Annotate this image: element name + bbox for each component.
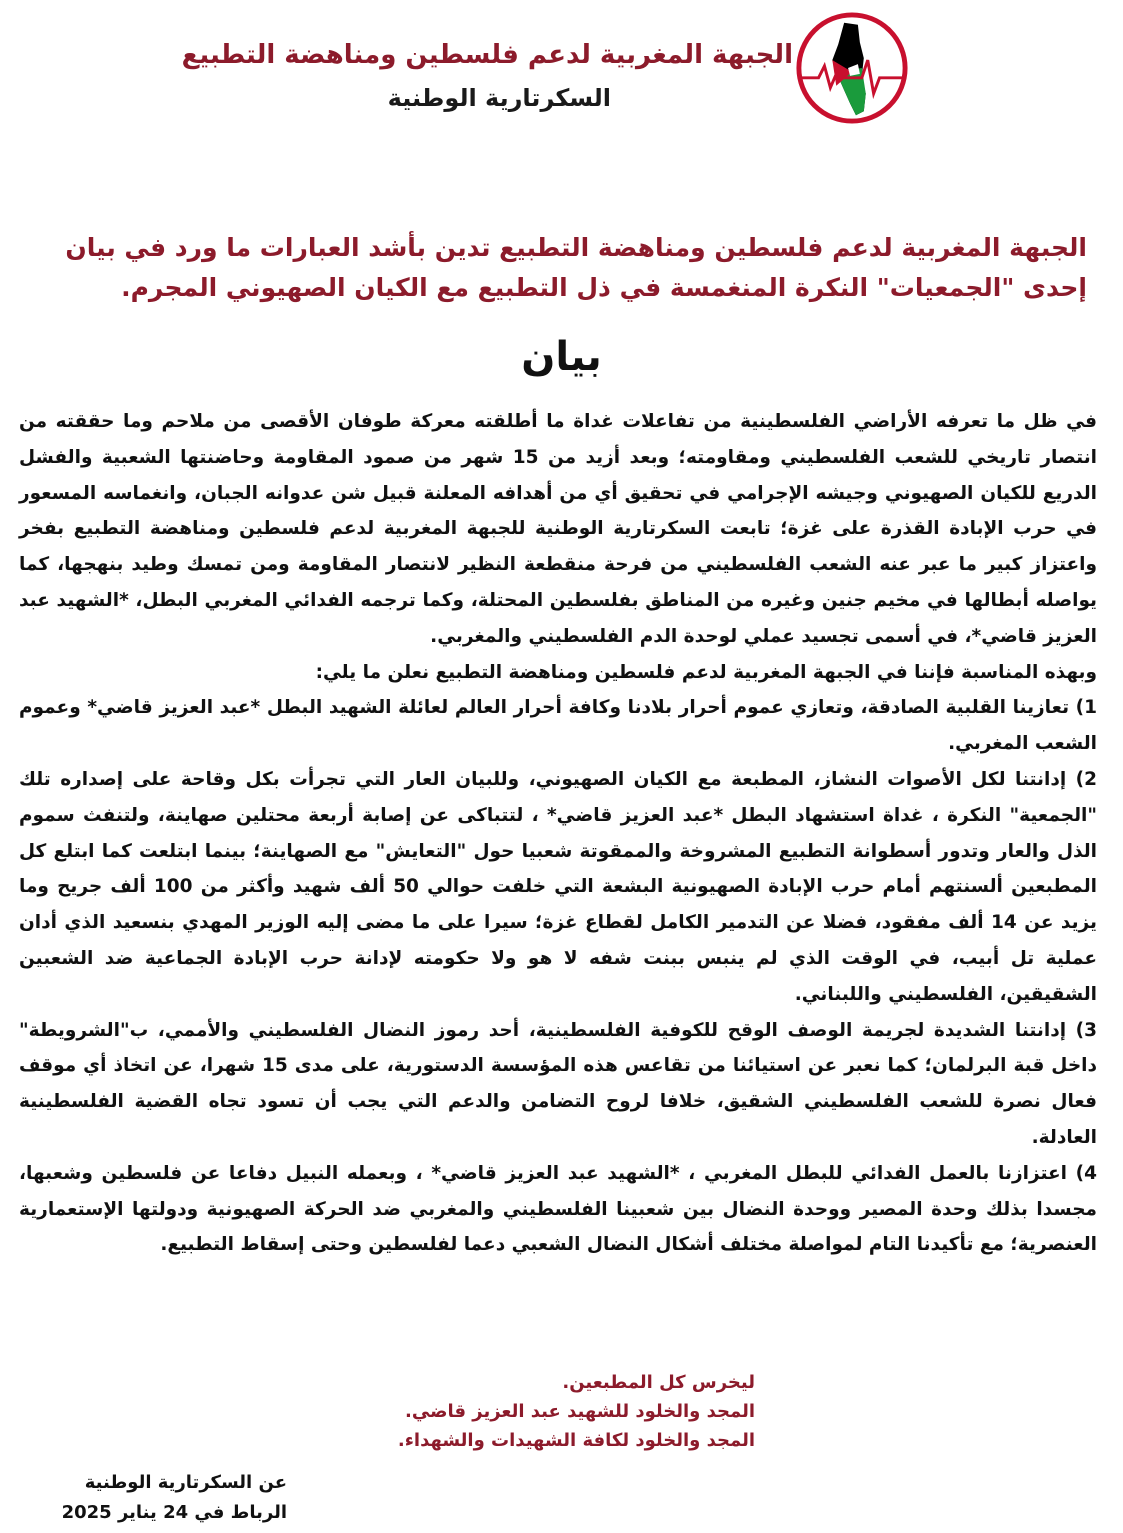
headline-line-1: الجبهة المغربية لدعم فلسطين ومناهضة التطبيع تدين بأشد العبارات ما ورد في بيان [65, 233, 1087, 262]
point-1-paragraph: 1) تعازينا القلبية الصادقة، وتعازي عموم أحرار بلادنا وكافة أحرار العالم لعائلة الشهيد البطل *عبد العزيز قاضي* وعموم الشعب المغربي. [19, 697, 1097, 755]
headline-line-2: إحدى "الجمعيات" النكرة المنغمسة في ذل التطبيع مع الكيان الصهيوني المجرم. [121, 273, 1087, 302]
intro-paragraph: في ظل ما تعرفه الأراضي الفلسطينية من تفاعلات غداة ما أطلقته معركة طوفان الأقصى من ملاحم وما حققته من انتصار تاريخي للشعب الفلسطيني ومقاومته؛ وبعد أزيد من 15 شهر من صمود المقاومة وحاضنتها الشعبية والفشل الدريع للكيان الصهيوني وجيشه الإجرامي في تحقيق أي من أهدافه المعلنة قبيل شن عدوانه الجبان، وانغماسه المسعور في حرب الإبادة القذرة على غزة؛ تابعت السكرتارية الوطنية للجبهة المغربية لدعم فلسطين ومناهضة التطبيع بفخر واعتزاز كبير ما عبر عنه الشعب الفلسطيني من فرحة منقطعة النظير لانتصار المقاومة ومن تمسك وطيد بنهجها، كما يواصله أبطالها في مخيم جنين وغيره من المناطق بفلسطين المحتلة، وكما ترجمه الفدائي المغربي البطل، *الشهيد عبد العزيز قاضي*، في أسمى تجسيد عملي لوحدة الدم الفلسطيني والمغربي. [19, 411, 1097, 647]
point-2-paragraph: 2) إدانتنا لكل الأصوات النشاز، المطبعة مع الكيان الصهيوني، وللبيان العار التي تجرأت بكل وقاحة على إصداره تلك "الجمعية" النكرة ، غداة استشهاد البطل *عبد العزيز قاضي* ، لتتباكى عن إصابة أربعة محتلين صهاينة، ولتنفث سموم الذل والعار وتدور أسطوانة التطبيع المشروخة والممقوتة شعبيا حول "التعايش" مع الصهاينة؛ بينما ابتلعت كما ابتلع كل المطبعين ألسنتهم أمام حرب الإبادة الصهيونية البشعة التي خلفت حوالي 50 ألف شهيد وأكثر من 100 ألف جريح وما يزيد عن 14 ألف مفقود، فضلا عن التدمير الكامل لقطاع غزة؛ سيرا على ما مضى إليه الوزير المهدي بنسعيد الذي أدان عملية تل أبيب، في الوقت الذي لم ينبس ببنت شفه لا هو ولا حكومته لإدانة حرب الإبادة الجماعية ضد الشعبين الشقيقين، الفلسطيني واللبناني. [19, 768, 1097, 1005]
front-logo-icon [793, 8, 911, 128]
signature-from: عن السكرتارية الوطنية [84, 1472, 287, 1493]
closing-line-3: المجد والخلود لكافة الشهيدات والشهداء. [397, 1430, 755, 1451]
closing-line-1: ليخرس كل المطبعين. [562, 1372, 755, 1393]
secretariat-label: السكرتارية الوطنية [387, 84, 611, 112]
announcement-paragraph: وبهذه المناسبة فإننا في الجبهة المغربية لدعم فلسطين ومناهضة التطبيع نعلن ما يلي: [315, 661, 1097, 683]
organization-name: الجبهة المغربية لدعم فلسطين ومناهضة التطبيع [181, 40, 793, 70]
page-title: بيان [521, 334, 602, 380]
signature-block [27, 1468, 287, 1528]
statement-headline [27, 228, 1087, 308]
closing-slogans [355, 1368, 755, 1455]
statement-body [19, 404, 1097, 1263]
closing-line-2: المجد والخلود للشهيد عبد العزيز قاضي. [405, 1401, 755, 1422]
signature-date: الرباط في 24 يناير 2025 [61, 1502, 287, 1523]
point-4-paragraph: 4) اعتزازنا بالعمل الفدائي للبطل المغربي ، *الشهيد عبد العزيز قاضي* ، وبعمله النبيل دفاعا عن فلسطين وشعبها، مجسدا بذلك وحدة المصير ووحدة النضال بين شعبينا الفلسطيني والمغربي ضد الحركة الصهيونية ودولتها الإستعمارية العنصرية؛ مع تأكيدنا التام لمواصلة مختلف أشكال النضال الشعبي دعما لفلسطين وحتى إسقاط التطبيع. [19, 1162, 1097, 1256]
point-3-paragraph: 3) إدانتنا الشديدة لجريمة الوصف الوقح للكوفية الفلسطينية، أحد رموز النضال الفلسطيني والأممي، ب"الشرويطة" داخل قبة البرلمان؛ كما نعبر عن استيائنا من تقاعس هذه المؤسسة الدستورية، على مدى 15 شهرا، عن اتخاذ أي موقف فعال نصرة للشعب الفلسطيني الشقيق، خلافا لروح التضامن والدعم التي يجب أن تسود تجاه القضية الفلسطينية العادلة. [19, 1019, 1097, 1148]
